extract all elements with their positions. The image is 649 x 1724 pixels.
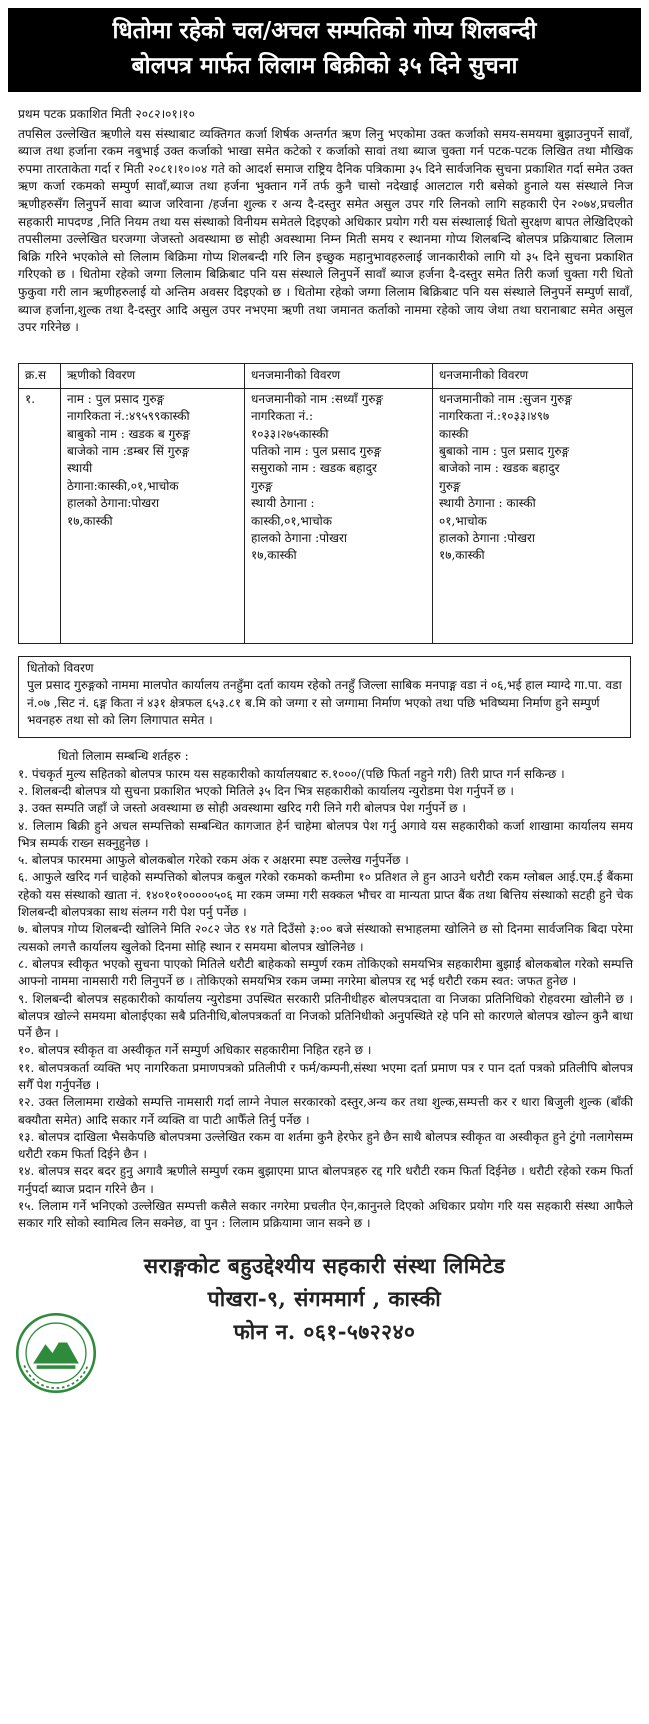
header-sn: क्र.स [19, 363, 61, 388]
term-item: ९. शिलबन्दी बोलपत्र सहकारीको कार्यालय न्युरोडमा उपस्थित सरकारी प्रतिनीधीहरु बोलपत्रदाता वा निजका प्रतिनिधिको रोहवरमा खोलीने छ । बोलपत्र खोल्ने समयमा बोलाईएका सबै प्रतिनीधि,बोलपत्रकर्ता वा निजको प्रतिनिधीको अनुपस्थिते रहे पनि सो कारणले बोलपत्र खोल्न कुनै बाधा पर्ने छैन । [18, 991, 633, 1041]
details-table [18, 363, 633, 644]
term-item: १०. बोलपत्र स्वीकृत वा अस्वीकृत गर्ने सम्पुर्ण अधिकार सहकारीमा निहित रहने छ । [18, 1043, 372, 1058]
org-address: पोखरा-९, संगममार्ग , कास्की [207, 1285, 442, 1311]
org-phone: फोन न. ०६१-५७२२४० [233, 1318, 416, 1344]
borrower-line: नागरिकता नं.:४९५९९कास्की [67, 409, 190, 424]
borrower-line: बाजेको नाम :डम्बर सिं गुरुङ्ग [67, 443, 190, 458]
table-row [19, 388, 633, 643]
cell-guarantor-2 [433, 388, 633, 643]
header-line-2: बोलपत्र मार्फत लिलाम बिक्रीको ३५ दिने सुचना [131, 53, 518, 79]
header-guarantor-2: धनजमानीको विवरण [433, 363, 633, 388]
guarantor2-line: ०१,भाचोक [439, 513, 487, 528]
guarantor2-line: गुरुङ्ग [439, 478, 461, 493]
term-item: ३. उक्त सम्पति जहाँ जे जस्तो अवस्थामा छ सोही अवस्थामा खरिद गरी लिने गरी बोलपत्र पेश गर्नुपर्ने छ । [18, 801, 466, 816]
guarantor1-line: धनजमानीको नाम :सध्याँ गुरुङ्ग [251, 391, 383, 406]
term-item: ५. बोलपत्र फारममा आफुले बोलकबोल गरेको रकम अंक र अक्षरमा स्पष्ट उल्लेख गर्नुपर्नेछ । [18, 853, 409, 868]
terms-section [18, 748, 633, 1232]
guarantor1-line: हालको ठेगाना :पोखरा [251, 530, 347, 545]
guarantor2-line: धनजमानीको नाम :सुजन गुरुङ्ग [439, 391, 572, 406]
term-item: ७. बोलपत्र गोप्य शिलबन्दी खोलिने मिति २०८२ जेठ १४ गते दिउँसो ३:०० बजे संस्थाको सभाहलमा खोलिने छ सो दिनमा सार्वजनिक बिदा परेमा त्यसको लगत्तै कार्यालय खुलेको दिनमा सोहि स्थान र समयमा बोलपत्र खोलिनेछ । [18, 922, 633, 954]
guarantor2-line: बुबाको नाम : पुल प्रसाद गुरुङ्ग [439, 443, 570, 458]
borrower-line: बाबुको नाम : खडक ब गुरुङ्ग [67, 426, 191, 441]
term-item: १२. उक्त लिलाममा राखेको सम्पत्ति नामसारी गर्दा लाग्ने नेपाल सरकारको दस्तुर,अन्य कर तथा शुल्क,सम्पत्ती कर र धारा बिजुली शुल्क (बाँकी बक्यौता समेत) आदि सकार गर्ने व्यक्ति वा पाटी आफैँले तिर्नु पर्नेछ । [18, 1095, 633, 1127]
terms-title: धितो लिलाम सम्बन्धि शर्तहरु : [58, 749, 189, 764]
guarantor1-line: १७,कास्की [251, 548, 297, 563]
guarantor1-line: कास्की,०१,भाचोक [251, 513, 332, 528]
guarantor1-line: नागरिकता नं.: [251, 409, 314, 424]
guarantor2-line: कास्की [439, 426, 469, 441]
guarantor2-line: स्थायी ठेगाना : कास्की [439, 496, 536, 511]
guarantor1-line: ससुराको नाम : खडक बहादुर [251, 461, 377, 476]
cell-sn [19, 388, 61, 643]
guarantor1-line: स्थायी ठेगाना : [251, 496, 315, 511]
term-item: १. पंचकृर्त मुल्य सहितको बोलपत्र फारम यस सहकारीको कार्यालयबाट रु.१०००/(पछि फिर्ता नहुने गरी) तिरी प्राप्त गर्न सकिन्छ । [18, 766, 565, 781]
term-item: १४. बोलपत्र सदर बदर हुनु अगावै ऋणीले सम्पुर्ण रकम बुझाएमा प्राप्त बोलपत्रहरु रद्द गरि धरौटी रकम फिर्ता दिईनेछ । धरौटी रहेको रकम फिर्ता गर्नुपर्दा ब्याज प्रदान गरिने छैन । [18, 1164, 633, 1196]
borrower-line: हालको ठेगाना:पोखरा [67, 496, 160, 511]
notice-header [8, 8, 641, 92]
org-name: सराङ्गकोट बहुउद्देश्यीय सहकारी संस्था लिमिटेड [143, 1252, 506, 1278]
security-text: पुल प्रसाद गुरुङ्गको नाममा मालपोत कार्यालय तनहुँमा दर्ता कायम रहेको तनहुँ जिल्ला साबिक मनपाङ्ग वडा नं ०६,भई हाल म्याग्दे गा.पा. वडा नं.०७ ,सिट नं. ६ङ्ग किता नं ४३१ क्षेत्रफल ६५३.८१ ब.मि को जग्गा र सो जग्गामा निर्माण भएको तथा पछि भविष्यमा निर्माण हुने सम्पुर्ण भवनहरु तथा सो को लिग लिगापात समेत । [27, 678, 622, 727]
intro-paragraph: तपसिल उल्लेखित ऋणीले यस संस्थाबाट व्यक्तिगत कर्जा शिर्षक अन्तर्गत ऋण लिनु भएकोमा उक्त कर्जाको समय-समयमा बुझाउनुपर्ने सावाँ, ब्याज तथा हर्जाना रकम नबुभाई उक्त कर्जाको भाखा समेत कटेको र कर्जाको सावां तथा ब्याज चुक्ता गर्न पटक-पटक लिखित तथा मौखिक रुपमा तारताकेता गर्दा र मिती २०८१।१०।०४ गते को आदर्श समाज राष्ट्रिय दैनिक पत्रिकामा ३५ दिने सार्वजनिक सुचना प्रकाशित गर्दा समेत उक्त ऋण कर्जा रकमको सम्पुर्ण सावाँ,ब्याज तथा हर्जना भुक्तान गर्ने तर्फ कुनै चासो नदेखाई आलटाल गरी बसेको हुनाले यस संस्थाले निज ऋणीहरुसँग लिनुपर्ने सावा ब्याज जरिवाना /हर्जना शुल्क र अन्य दै-दस्तुर समेत असुल उपर गरि लिनको लागि सहकारी ऐन २०७४,प्रचलीत सहकारी मापदण्ड ,निति नियम तथा यस संस्थाको विनीयम समेतले दिइएको अधिकार प्रयोग गरी यस संस्थालाई धितो सुरक्षण बापत लेखिदिएको तपसीलमा उल्लेखित घरजग्गा जेजस्तो अवस्थामा छ सोही अवस्थामा निम्न मिती समय र स्थानमा गोप्य शिलबन्दि बोलपत्र प्रक्रियाबाट लिलाम बिक्रि गरिने भएकोले सो लिलाम बिक्रिमा गोप्य शिलबन्दी गरि लिन इच्छुक महानुभावहरुलाई जानकारीको लागि यो ३५ दिने सुचना प्रकाशित गरिएको छ । धितोमा रहेको जग्गा लिलाम बिक्रिबाट पनि यस संस्थाले लिनुपर्ने सावाँ ब्याज हर्जना दै-दस्तुर समेत तिरी कर्जा चुक्ता गरी धितो फुकुवा गरी लान ऋणीहरुलाई यो अन्तिम अवसर दिइएको छ । धितोमा रहेको जग्गा लिलाम बिक्रिबाट पनि यस संस्थाले लिनुपर्ने सम्पुर्ण सावाँ, ब्याज हर्जाना,शुल्क तथा दै-दस्तुर आदि असुल उपर नभएमा ऋणी तथा जमानत कर्ताको नाममा रहेको जाय जेथा तथा घरानाबाट समेत असुल उपर गरिनेछ । [18, 126, 633, 335]
borrower-line: स्थायी [67, 461, 93, 476]
term-item: ६. आफुले खरिद गर्न चाहेको सम्पत्तिको बोलपत्र कबुल गरेको रकमको कम्तीमा १० प्रतिशत ले हुन आउने धरौटी रकम ग्लोबल आई.एम.ई बैंकमा रहेको यस संस्थाको खाता नं. १४०१०१०००००५०६ मा रकम जम्मा गरी सक्कल भौचर वा मान्यता प्राप्त बैंक तथा बित्तिय संस्थाको सटही हुने चेक शिलबन्दी बोलपत्रका साथ संलग्न गरी पेश पर्नु पर्नेछ । [18, 870, 633, 920]
security-box [18, 656, 631, 739]
serial-number: १. [25, 391, 36, 406]
cooperative-logo-icon [12, 1309, 100, 1397]
term-item: १३. बोलपत्र दाखिला भैसकेपछि बोलपत्रमा उल्लेखित रकम वा शर्तमा कुनै हेरफेर हुने छैन साथै बोलपत्र स्वीकृत वा अस्वीकृत हुने टुंगो नलागेसम्म धरौटी रकम फिर्ता दिईने छैन । [18, 1129, 633, 1162]
guarantor2-line: १७,कास्की [439, 548, 485, 563]
term-item: ४. लिलाम बिक्री हुने अचल सम्पत्तिको सम्बन्धित कागजात हेर्न चाहेमा बोलपत्र पेश गर्नु अगावे यस सहकारीको कर्जा शाखामा कार्यालय समय भित्र सम्पर्क राख्न सक्नुहुनेछ । [18, 818, 633, 850]
term-item: २. शिलबन्दी बोलपत्र यो सुचना प्रकाशित भएको मितिले ३५ दिन भित्र सहकारीको कार्यालय न्युरोडमा पेश गर्नुपर्ने छ । [18, 783, 514, 798]
header-guarantor-1: धनजमानीको विवरण [245, 363, 433, 388]
guarantor1-line: गुरुङ्ग [251, 478, 273, 493]
guarantor2-line: नागरिकता नं.:१०३३।४९७ [439, 409, 550, 424]
borrower-line: नाम : पुल प्रसाद गुरुङ्ग [67, 391, 165, 406]
guarantor1-line: १०३३।२७५कास्की [251, 426, 329, 441]
header-borrower: ऋणीको विवरण [61, 363, 245, 388]
cell-borrower [61, 388, 245, 643]
cell-guarantor-1 [245, 388, 433, 643]
term-item: ११. बोलपत्रकर्ता व्यक्ति भए नागरिकता प्रमाणपत्रको प्रतिलीपी र फर्म/कम्पनी,संस्था भएमा दर्ता प्रमाण पत्र र पान दर्ता पत्रको प्रतिलीपि बोलपत्र सगैँ पेश गर्नुपर्नेछ । [18, 1060, 633, 1092]
guarantor1-line: पतिको नाम : पुल प्रसाद गुरुङ्ग [251, 443, 382, 458]
header-line-1: धितोमा रहेको चल/अचल सम्पतिको गोप्य शिलबन्दी [112, 18, 537, 44]
borrower-line: १७,कास्की [67, 513, 113, 528]
footer [8, 1249, 641, 1399]
notice-page [0, 8, 649, 1724]
term-item: ८. बोलपत्र स्वीकृत भएको सुचना पाएको मितिले धरौटी बाहेकको सम्पुर्ण रकम तोकिएको समयभित्र सहकारीमा बुझाई बोलकबोल गरेको सम्पत्ति आफ्नो नाममा नामसारी गरी लिनुपर्ने छ । तोकिएको समयभित्र रकम जम्मा नगरेमा बोलपत्र रद्द भई धरौटी रकम स्वत: जफत हुनेछ । [18, 956, 633, 989]
published-date: प्रथम पटक प्रकाशित मिती २०८२।०१।१० [18, 107, 195, 121]
term-item: १५. लिलाम गर्ने भनिएको उल्लेखित सम्पत्ती कसैले सकार नगरेमा प्रचलीत ऐन,कानुनले दिएको अधिकार प्रयोग गरि यस सहकारी संस्था आफैले सकार गरि सोको स्वामित्व लिन सक्नेछ, वा पुन : लिलाम प्रक्रियामा जान सक्ने छ । [18, 1199, 633, 1231]
security-title: धितोको विवरण [27, 660, 94, 675]
guarantor2-line: बाजेको नाम : खडक बहादुर [439, 461, 560, 476]
borrower-line: ठेगाना:कास्की,०१,भाचोक [67, 478, 179, 493]
table-header-row [19, 363, 633, 388]
guarantor2-line: हालको ठेगाना :पोखरा [439, 530, 535, 545]
